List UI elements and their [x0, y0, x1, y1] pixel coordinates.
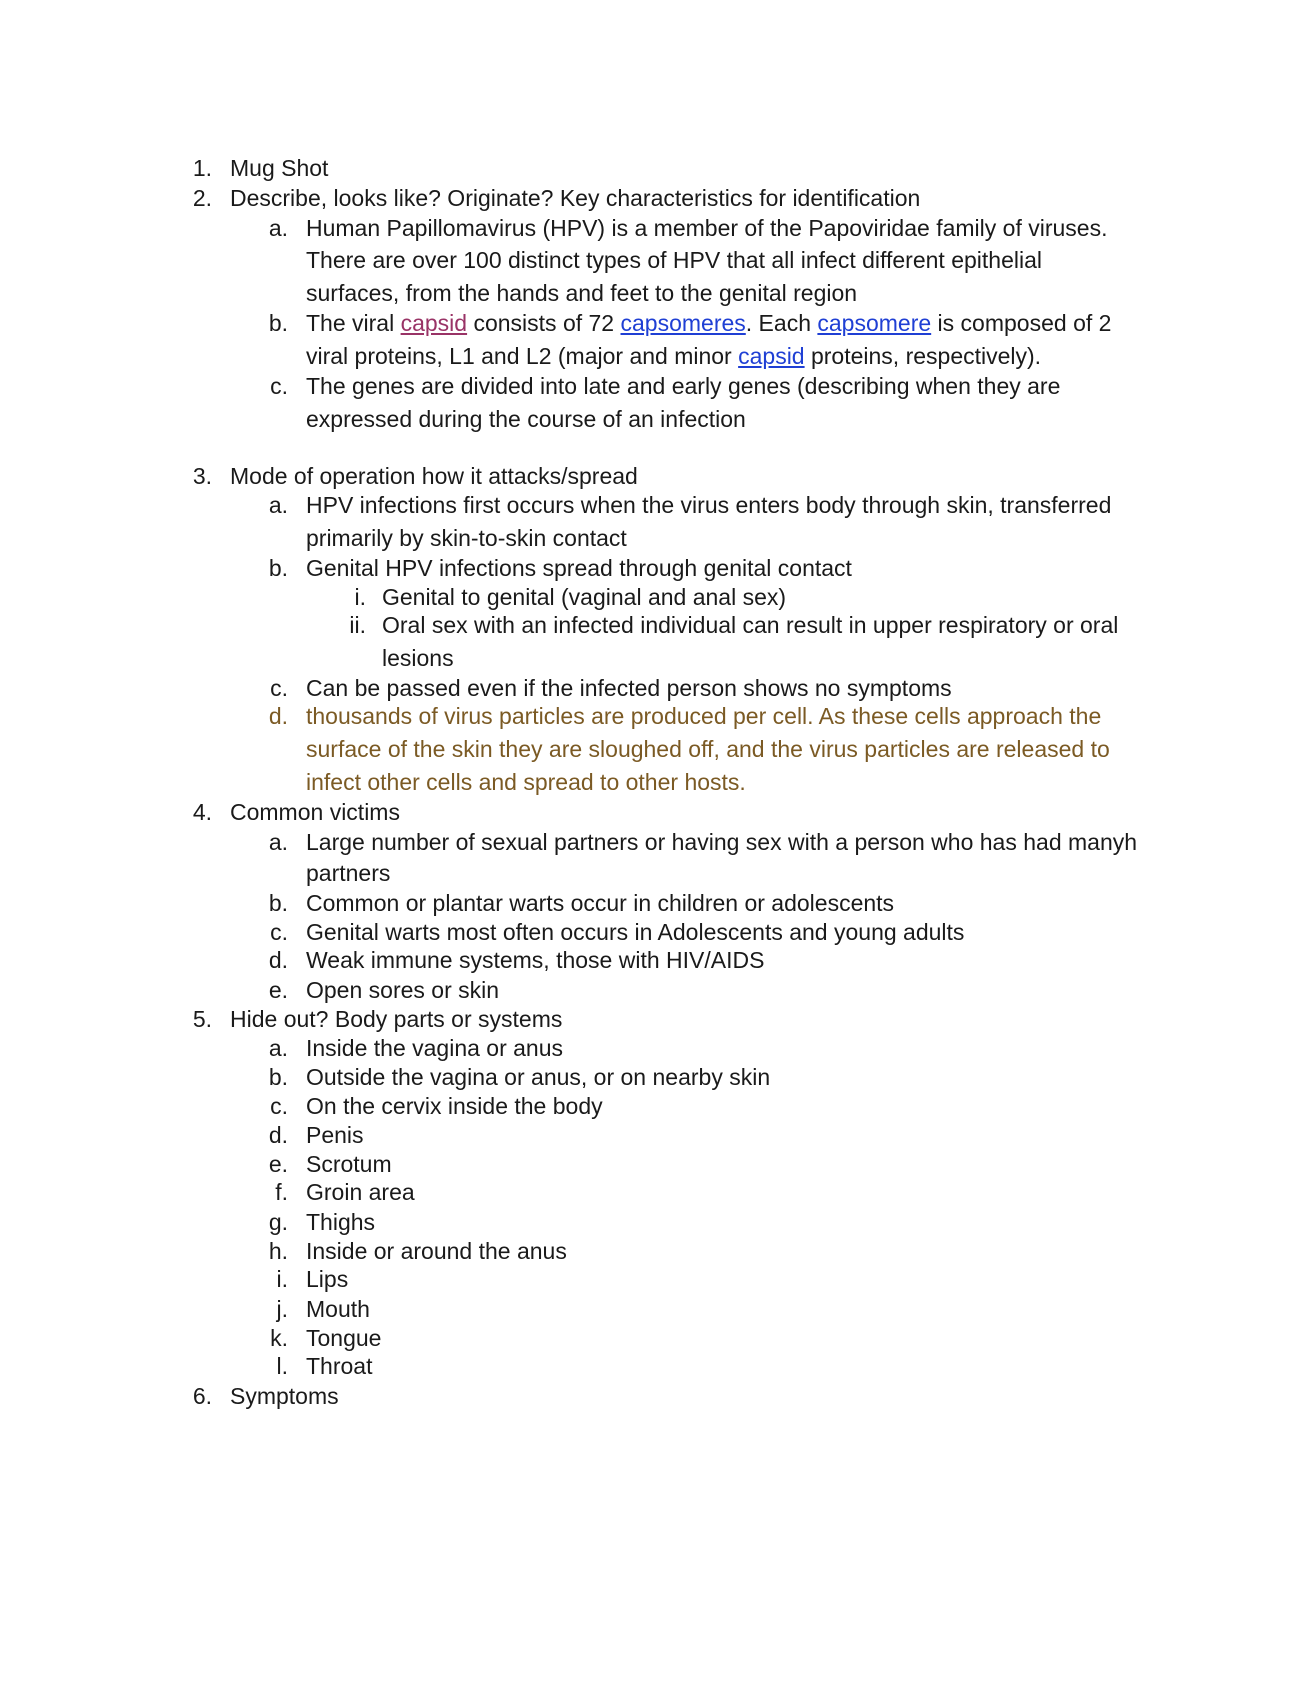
text-run: . Each [745, 310, 818, 336]
list-item-line: HPV infections first occurs when the virus enters body through skin, transferred [306, 492, 1112, 518]
list-item-line: partners [306, 860, 391, 886]
list-marker: 4. [192, 799, 212, 825]
capsid-link[interactable]: capsid [400, 310, 468, 336]
list-item-line: thousands of virus particles are produced per cell. As these cells approach the [306, 703, 1102, 729]
list-marker: a. [268, 215, 288, 241]
list-marker: b. [268, 310, 288, 336]
list-marker: l. [276, 1353, 288, 1379]
list-marker: 5. [192, 1006, 212, 1032]
section-heading: Mug Shot [230, 155, 329, 181]
list-marker: j. [276, 1296, 288, 1322]
list-marker: 2. [192, 185, 212, 211]
list-item-line: Oral sex with an infected individual can result in upper respiratory or oral [382, 612, 1119, 638]
text-run: The viral [306, 310, 401, 336]
list-item-line: surfaces, from the hands and feet to the genital region [306, 280, 858, 306]
text-run: is composed of 2 [931, 310, 1112, 336]
text-run: consists of 72 [467, 310, 621, 336]
section-heading: Hide out? Body parts or systems [230, 1006, 563, 1032]
list-item-line: surface of the skin they are sloughed off, and the virus particles are released to [306, 736, 1110, 762]
list-marker: i. [354, 584, 366, 610]
list-item-line: Tongue [306, 1325, 382, 1351]
list-item-line: Weak immune systems, those with HIV/AIDS [306, 947, 765, 973]
list-item-line: Inside the vagina or anus [306, 1035, 564, 1061]
list-marker: b. [268, 890, 288, 916]
list-marker: c. [270, 1093, 288, 1119]
list-marker: c. [270, 373, 288, 399]
section-heading: Symptoms [230, 1383, 339, 1409]
list-marker: d. [268, 947, 288, 973]
list-item-line: On the cervix inside the body [306, 1093, 603, 1119]
list-marker: k. [270, 1325, 288, 1351]
list-item-line: expressed during the course of an infection [306, 406, 746, 432]
section-heading: Common victims [230, 799, 400, 825]
list-marker: f. [275, 1179, 288, 1205]
list-item-line: There are over 100 distinct types of HPV that all infect different epithelial [306, 247, 1042, 273]
capsid-link[interactable]: capsid [738, 343, 805, 369]
list-marker: c. [270, 919, 288, 945]
list-marker: d. [268, 703, 288, 729]
list-marker: e. [268, 977, 288, 1003]
list-marker: e. [268, 1151, 288, 1177]
capsomere-link[interactable]: capsomere [817, 310, 932, 336]
list-marker: a. [268, 1035, 288, 1061]
list-item-line: Mouth [306, 1296, 370, 1322]
text-run: viral proteins, L1 and L2 (major and minor [306, 343, 739, 369]
list-item-line: Thighs [306, 1209, 376, 1235]
list-marker: 3. [192, 463, 212, 489]
section-heading: Mode of operation how it attacks/spread [230, 463, 638, 489]
list-item-line: infect other cells and spread to other hosts. [306, 769, 746, 795]
list-marker: a. [268, 492, 288, 518]
list-marker: h. [268, 1238, 288, 1264]
list-item-line: Genital HPV infections spread through genital contact [306, 555, 852, 581]
list-item-line: Genital to genital (vaginal and anal sex) [382, 584, 787, 610]
list-item-line: Throat [306, 1353, 373, 1379]
list-item-line: Outside the vagina or anus, or on nearby skin [306, 1064, 771, 1090]
list-item-line: Lips [306, 1266, 349, 1292]
text-run: proteins, respectively). [804, 343, 1042, 369]
list-item-line: Inside or around the anus [306, 1238, 567, 1264]
list-item-line: lesions [382, 645, 454, 671]
list-marker: i. [276, 1266, 288, 1292]
capsomeres-link[interactable]: capsomeres [620, 310, 746, 336]
list-item-line: Large number of sexual partners or having sex with a person who has had manyh [306, 829, 1138, 855]
list-item-line: Scrotum [306, 1151, 392, 1177]
list-marker: 1. [192, 155, 212, 181]
list-marker: b. [268, 555, 288, 581]
list-item-line: Groin area [306, 1179, 415, 1205]
list-marker: a. [268, 829, 288, 855]
list-marker: ii. [349, 612, 366, 638]
list-item-line: primarily by skin-to-skin contact [306, 525, 627, 551]
list-item-line: Open sores or skin [306, 977, 500, 1003]
list-marker: d. [268, 1122, 288, 1148]
list-item-line [306, 310, 1111, 337]
list-item-line: Can be passed even if the infected person shows no symptoms [306, 675, 952, 701]
list-marker: g. [268, 1209, 288, 1235]
list-item-line: Penis [306, 1122, 364, 1148]
list-item-line: Genital warts most often occurs in Adolescents and young adults [306, 919, 965, 945]
list-marker: c. [270, 675, 288, 701]
list-item-line: The genes are divided into late and early genes (describing when they are [306, 373, 1061, 399]
section-heading: Describe, looks like? Originate? Key characteristics for identification [230, 185, 921, 211]
list-marker: b. [268, 1064, 288, 1090]
list-marker: 6. [192, 1383, 212, 1409]
list-item-line [306, 343, 1041, 370]
list-item-line: Common or plantar warts occur in children or adolescents [306, 890, 895, 916]
list-item-line: Human Papillomavirus (HPV) is a member of the Papoviridae family of viruses. [306, 215, 1108, 241]
